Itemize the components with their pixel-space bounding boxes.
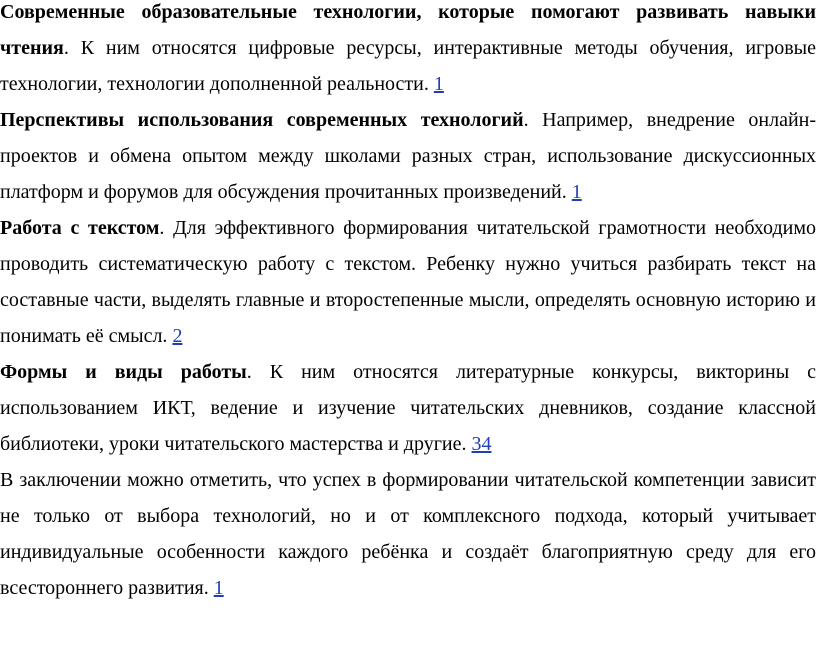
paragraph-conclusion (0, 462, 816, 606)
paragraph-forms-of-work (0, 354, 816, 462)
reference-link[interactable]: 34 (471, 433, 492, 455)
paragraph-body: В заключении можно отметить, что успех в формировании читательской компетенции зависит не только от выбора технологий, но и от комплексного подхода, который учитывает индивидуальные особенности каждого ребёнка и создаёт благоприятную среду для его всестороннего развития. (0, 469, 816, 599)
paragraph-prospects (0, 102, 816, 210)
paragraph-heading: Перспективы использования современных технологий (0, 109, 524, 131)
reference-link[interactable]: 2 (172, 325, 183, 347)
reference-link[interactable]: 1 (571, 181, 582, 203)
paragraph-heading: Формы и виды работы (0, 361, 247, 383)
paragraph-text-work (0, 210, 816, 354)
reference-link[interactable]: 1 (433, 73, 444, 95)
paragraph-reading-technologies (0, 0, 816, 102)
paragraph-heading: Современные образовательные технологии, которые помогают развивать навыки чтения (0, 1, 816, 59)
paragraph-heading: Работа с текстом (0, 217, 160, 239)
paragraph-body: . Для эффективного формирования читательской грамотности необходимо проводить систематическую работу с текстом. Ребенку нужно учиться разбирать текст на составные части, выделять главные и второстепенные мысли, определять основную историю и понимать её смысл. (0, 217, 816, 347)
paragraph-body: . Например, внедрение онлайн-проектов и обмена опытом между школами разных стран, использование дискуссионных платформ и форумов для обсуждения прочитанных произведений. (0, 109, 816, 203)
paragraph-body: . К ним относятся цифровые ресурсы, интерактивные методы обучения, игровые технологии, технологии дополненной реальности. (0, 37, 816, 95)
reference-link[interactable]: 1 (213, 577, 224, 599)
paragraph-body: . К ним относятся литературные конкурсы, викторины с использованием ИКТ, ведение и изучение читательских дневников, создание классной библиотеки, уроки читательского мастерства и другие. (0, 361, 816, 455)
